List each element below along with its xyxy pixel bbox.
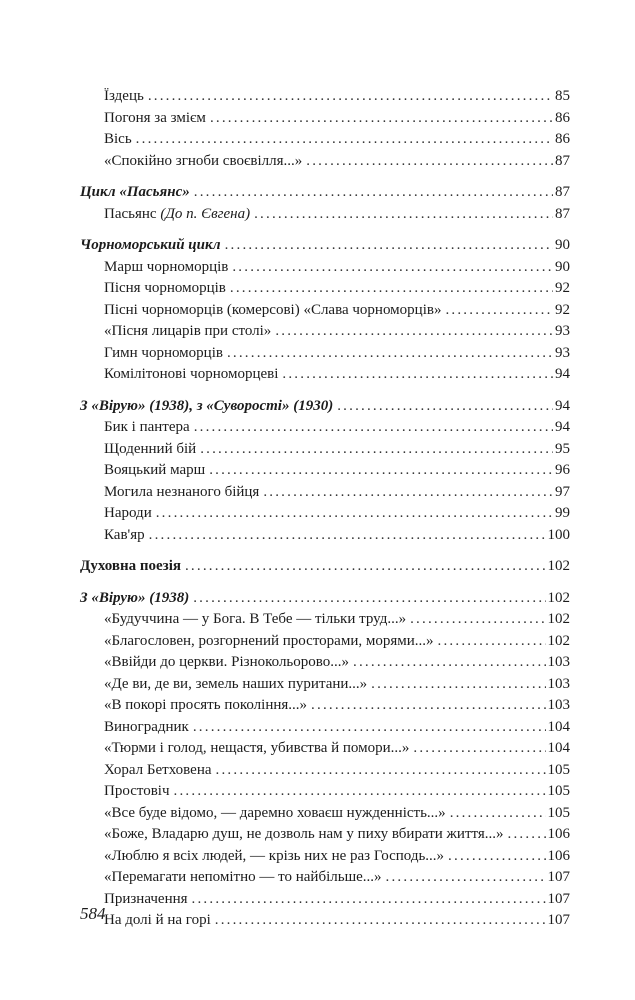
title-text: З «Вірую» (1938), з «Суворості» (1930) xyxy=(80,397,334,414)
entry-title xyxy=(104,867,386,889)
title-text: Виноградник xyxy=(104,718,189,735)
table-of-contents xyxy=(80,86,570,942)
title-text: На долі й на горі xyxy=(104,912,211,928)
toc-entry[interactable] xyxy=(80,204,570,226)
page-ref: 94 xyxy=(555,419,570,435)
dot-leader xyxy=(200,439,553,461)
dot-leader xyxy=(192,889,546,911)
toc-section xyxy=(80,182,570,225)
title-text: «В покорі просять покоління...» xyxy=(104,697,308,713)
page-ref: 100 xyxy=(547,526,570,543)
entry-title xyxy=(104,151,306,173)
page-ref: 102 xyxy=(547,632,570,649)
entry-title xyxy=(104,910,215,932)
title-text: Могила незнаного бійця xyxy=(104,483,260,500)
toc-entry[interactable] xyxy=(80,867,570,889)
dot-leader xyxy=(371,674,545,696)
entry-title xyxy=(104,824,508,846)
toc-entry[interactable] xyxy=(80,695,570,717)
entry-title xyxy=(104,460,209,482)
page-ref: 106 xyxy=(547,826,570,842)
title-text: Марш чорноморців xyxy=(104,258,229,275)
dot-leader xyxy=(148,86,553,108)
dot-leader xyxy=(174,781,546,803)
dot-leader xyxy=(448,846,545,868)
dot-leader xyxy=(438,631,546,653)
toc-entry[interactable] xyxy=(80,460,570,482)
entry-title xyxy=(104,652,353,674)
dot-leader xyxy=(210,108,553,130)
toc-entry[interactable] xyxy=(80,738,570,760)
dot-leader xyxy=(413,738,545,760)
title-text: «Люблю я всіх людей, — крізь них не раз Господь...» xyxy=(104,847,445,864)
page-ref: 93 xyxy=(555,344,570,361)
page-ref: 87 xyxy=(555,184,570,200)
dot-leader xyxy=(193,717,546,739)
page-ref: 90 xyxy=(555,237,570,253)
title-text: Вісь xyxy=(104,131,132,147)
title-text: Пісня чорноморців xyxy=(104,280,226,296)
entry-title xyxy=(104,482,263,504)
page-ref: 92 xyxy=(555,280,570,296)
toc-section xyxy=(80,235,570,386)
toc-entry[interactable] xyxy=(80,417,570,439)
title-text: Комілітонові чорноморцеві xyxy=(104,366,279,382)
page-ref: 97 xyxy=(555,483,570,500)
dot-leader xyxy=(306,151,553,173)
toc-entry[interactable] xyxy=(80,674,570,696)
entry-title xyxy=(104,204,254,226)
dot-leader xyxy=(254,204,553,226)
page-ref: 86 xyxy=(555,109,570,126)
toc-entry[interactable] xyxy=(80,439,570,461)
entry-title xyxy=(104,695,311,717)
section-title xyxy=(80,235,225,257)
title-text: Народи xyxy=(104,505,152,521)
toc-entry[interactable] xyxy=(80,889,570,911)
dot-leader xyxy=(215,910,546,932)
title-text: Бик і пантера xyxy=(104,419,190,435)
entry-title xyxy=(104,674,371,696)
entry-title xyxy=(104,760,216,782)
entry-title xyxy=(104,503,156,525)
dot-leader xyxy=(508,824,546,846)
section-title xyxy=(80,588,193,610)
entry-title xyxy=(104,364,282,386)
page-ref: 107 xyxy=(547,912,570,928)
toc-entry[interactable] xyxy=(80,824,570,846)
toc-section-heading[interactable] xyxy=(80,235,570,257)
entry-title xyxy=(104,803,450,825)
title-text: Пісні чорноморців (комерсові) «Слава чорноморців» xyxy=(104,301,442,318)
title-text: Гимн чорноморців xyxy=(104,344,223,361)
entry-title xyxy=(104,439,200,461)
title-text: «Все буде відомо, — даремно ховаєш нужденність...» xyxy=(104,804,446,821)
page-ref: 92 xyxy=(555,301,570,318)
title-text: Пасьянс xyxy=(104,205,157,222)
page-ref: 103 xyxy=(547,675,570,692)
page-ref: 99 xyxy=(555,505,570,521)
toc-section-heading[interactable] xyxy=(80,588,570,610)
entry-title xyxy=(104,738,413,760)
toc-entry[interactable] xyxy=(80,503,570,525)
page-ref: 104 xyxy=(547,740,570,756)
title-text: Чорноморський цикл xyxy=(80,237,221,253)
entry-title xyxy=(104,525,149,547)
toc-section xyxy=(80,588,570,932)
toc-entry[interactable] xyxy=(80,803,570,825)
dot-leader xyxy=(386,867,546,889)
page-ref: 96 xyxy=(555,462,570,478)
toc-entry[interactable] xyxy=(80,652,570,674)
dot-leader xyxy=(232,257,553,279)
title-text: «Пісня лицарів при столі» xyxy=(104,323,272,339)
page-ref: 87 xyxy=(555,152,570,169)
title-text: «Боже, Владарю душ, не дозволь нам у пиху вбирати життя...» xyxy=(104,826,504,842)
dot-leader xyxy=(149,525,546,547)
entry-title xyxy=(104,609,410,631)
page-ref: 107 xyxy=(547,869,570,885)
page-ref: 102 xyxy=(547,589,570,606)
title-text: Духовна поезія xyxy=(80,558,181,574)
toc-entry[interactable] xyxy=(80,525,570,547)
section-title xyxy=(80,556,185,578)
entry-title xyxy=(104,300,445,322)
toc-entry[interactable] xyxy=(80,321,570,343)
toc-entry[interactable] xyxy=(80,609,570,631)
toc-entry[interactable] xyxy=(80,781,570,803)
toc-entry[interactable] xyxy=(80,151,570,173)
entry-title xyxy=(104,257,232,279)
dot-leader xyxy=(230,278,553,300)
toc-entry[interactable] xyxy=(80,846,570,868)
dot-leader xyxy=(275,321,553,343)
page-ref: 94 xyxy=(555,397,570,414)
entry-title xyxy=(104,781,174,803)
title-text: «Будуччина — у Бога. В Тебе — тільки труд...» xyxy=(104,611,407,627)
dot-leader xyxy=(185,556,546,578)
title-text: Погоня за змієм xyxy=(104,109,206,126)
page-ref: 106 xyxy=(547,847,570,864)
toc-entry[interactable] xyxy=(80,108,570,130)
entry-title xyxy=(104,278,230,300)
title-text: Цикл «Пасьянс» xyxy=(80,184,190,200)
entry-title xyxy=(104,108,210,130)
toc-section-heading[interactable] xyxy=(80,556,570,578)
title-text: «Тюрми і голод, нещастя, убивства й помори...» xyxy=(104,740,410,756)
entry-title xyxy=(104,417,194,439)
toc-entry[interactable] xyxy=(80,343,570,365)
toc-entry[interactable] xyxy=(80,300,570,322)
title-dedication: (До п. Євгена) xyxy=(160,205,251,222)
title-text: Хорал Бетховена xyxy=(104,761,212,778)
dot-leader xyxy=(156,503,553,525)
page-ref: 86 xyxy=(555,131,570,147)
toc-entry[interactable] xyxy=(80,257,570,279)
page-ref: 93 xyxy=(555,323,570,339)
toc-entry[interactable] xyxy=(80,86,570,108)
title-text: Простовіч xyxy=(104,783,170,799)
section-title xyxy=(80,182,194,204)
title-text: Щоденний бій xyxy=(104,440,197,457)
page-number: 584 xyxy=(80,904,106,923)
title-text: Призначення xyxy=(104,890,188,907)
dot-leader xyxy=(410,609,545,631)
toc-section-heading[interactable] xyxy=(80,182,570,204)
page-ref: 105 xyxy=(547,804,570,821)
entry-title xyxy=(104,321,275,343)
toc-entry[interactable] xyxy=(80,364,570,386)
entry-title xyxy=(104,846,448,868)
title-text: Вояцький марш xyxy=(104,462,206,478)
dot-leader xyxy=(225,235,553,257)
page-ref: 104 xyxy=(547,718,570,735)
entry-title xyxy=(104,631,438,653)
dot-leader xyxy=(136,129,553,151)
entry-title xyxy=(104,86,148,108)
dot-leader xyxy=(263,482,553,504)
entry-title xyxy=(104,889,192,911)
title-text: «Де ви, де ви, земель наших пуритани...» xyxy=(104,675,368,692)
dot-leader xyxy=(194,182,553,204)
title-text: «Спокійно згноби своєвілля...» xyxy=(104,152,303,169)
toc-entry[interactable] xyxy=(80,631,570,653)
entry-title xyxy=(104,129,136,151)
entry-title xyxy=(104,343,227,365)
dot-leader xyxy=(282,364,553,386)
dot-leader xyxy=(353,652,545,674)
dot-leader xyxy=(337,396,553,418)
page-ref: 103 xyxy=(547,654,570,670)
page-ref: 105 xyxy=(547,783,570,799)
toc-entry[interactable] xyxy=(80,278,570,300)
page-ref: 102 xyxy=(547,558,570,574)
dot-leader xyxy=(194,417,553,439)
page-ref: 107 xyxy=(547,890,570,907)
page-ref: 85 xyxy=(555,88,570,104)
toc-entry[interactable] xyxy=(80,482,570,504)
page-ref: 90 xyxy=(555,258,570,275)
title-text: «Благословен, розгорнений просторами, морями...» xyxy=(104,632,434,649)
title-text: «Перемагати непомітно — то найбільше...» xyxy=(104,869,382,885)
toc-entry[interactable] xyxy=(80,717,570,739)
page-ref: 95 xyxy=(555,440,570,457)
toc-entry[interactable] xyxy=(80,910,570,932)
dot-leader xyxy=(216,760,546,782)
section-title xyxy=(80,396,337,418)
page-ref: 103 xyxy=(547,697,570,713)
dot-leader xyxy=(445,300,553,322)
toc-section xyxy=(80,556,570,578)
toc-section xyxy=(80,86,570,172)
entry-title xyxy=(104,717,193,739)
page-ref: 94 xyxy=(555,366,570,382)
dot-leader xyxy=(227,343,553,365)
title-text: З «Вірую» (1938) xyxy=(80,589,190,606)
dot-leader xyxy=(209,460,553,482)
dot-leader xyxy=(193,588,545,610)
dot-leader xyxy=(450,803,546,825)
page-ref: 105 xyxy=(547,761,570,778)
toc-entry[interactable] xyxy=(80,760,570,782)
title-text: Їздець xyxy=(104,88,144,104)
dot-leader xyxy=(311,695,545,717)
page-ref: 102 xyxy=(547,611,570,627)
toc-section-heading[interactable] xyxy=(80,396,570,418)
title-text: Кав'яр xyxy=(104,526,145,543)
title-text: «Ввійди до церкви. Різнокольорово...» xyxy=(104,654,350,670)
toc-section xyxy=(80,396,570,547)
toc-entry[interactable] xyxy=(80,129,570,151)
page-ref: 87 xyxy=(555,205,570,222)
